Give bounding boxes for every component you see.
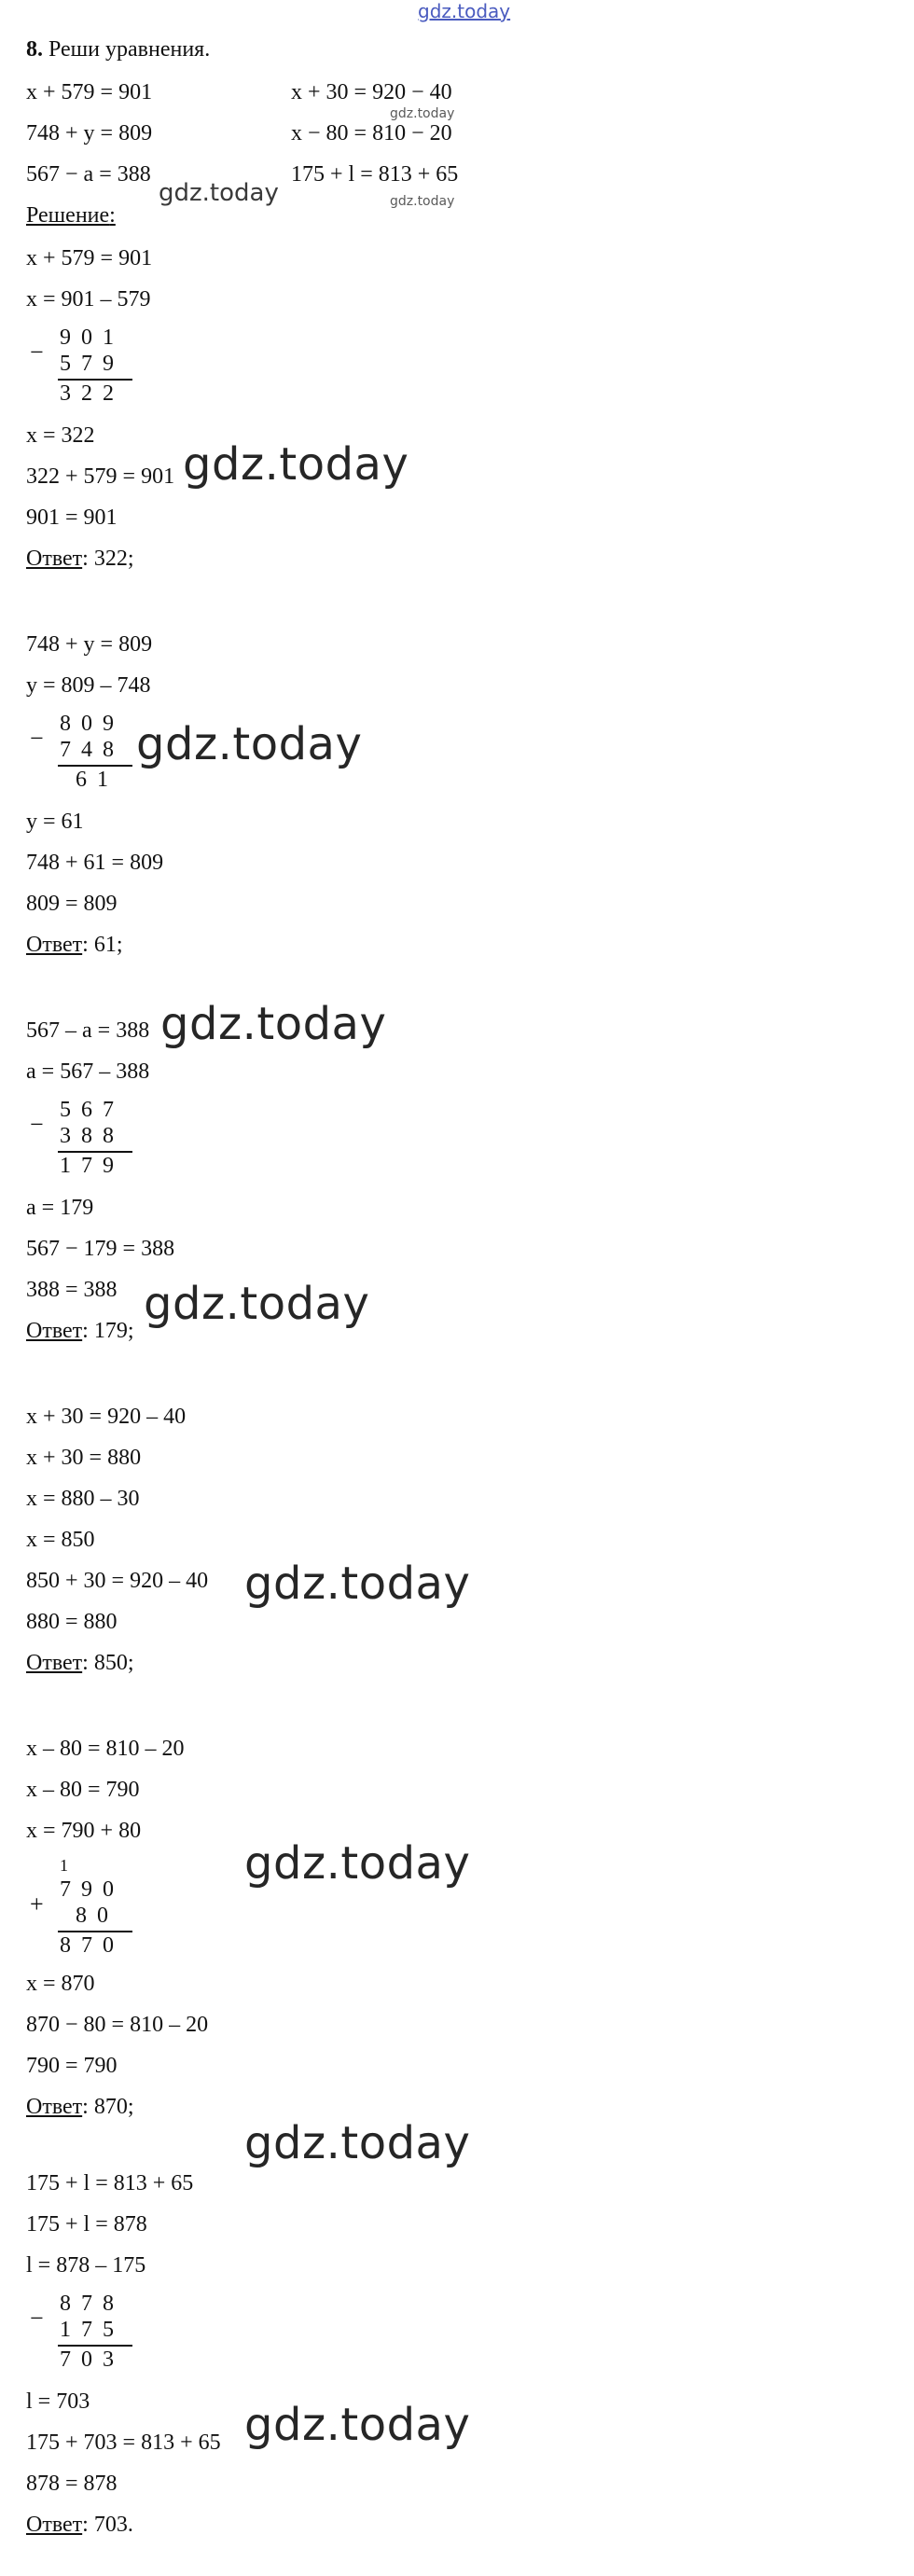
sol4-line: x + 30 = 920 – 40	[26, 1405, 187, 1429]
calc-operator: −	[30, 339, 44, 366]
sol3-line: 567 – a = 388	[26, 1018, 150, 1043]
watermark: gdz.today	[244, 1837, 471, 1890]
calc-operator: −	[30, 725, 44, 752]
watermark: gdz.today	[160, 998, 387, 1050]
sol6-line: 175 + l = 878	[26, 2212, 147, 2237]
watermark: gdz.today	[244, 2117, 471, 2169]
calc-top: 790	[60, 1877, 124, 1902]
answer-label: Ответ	[26, 1651, 83, 1675]
sol1-line: x = 901 – 579	[26, 287, 151, 312]
watermark: gdz.today	[183, 438, 409, 491]
watermark: gdz.today	[244, 2399, 471, 2451]
solution-label: Решение:	[26, 203, 116, 228]
watermark: gdz.today	[244, 1558, 471, 1610]
sol1-line: 901 = 901	[26, 506, 118, 530]
sol1-line: x = 322	[26, 423, 95, 448]
equation-right-1: x + 30 = 920 − 40	[291, 80, 452, 104]
watermark: gdz.today	[144, 1278, 370, 1330]
sol4-line: x + 30 = 880	[26, 1446, 142, 1470]
sol2-answer	[26, 931, 123, 959]
answer-label: Ответ	[26, 547, 83, 571]
calc-bottom: 80	[60, 1904, 118, 1928]
calc-operator: +	[30, 1890, 44, 1918]
equation-left-1: x + 579 = 901	[26, 80, 153, 104]
sol4-line: x = 880 – 30	[26, 1487, 140, 1511]
sol2-line: y = 61	[26, 810, 84, 834]
calc-top: 901	[60, 325, 124, 350]
answer-value: : 179;	[82, 1319, 134, 1343]
watermark: gdz.today	[390, 106, 455, 121]
sol4-line: 880 = 880	[26, 1610, 118, 1634]
equation-right-2: x − 80 = 810 − 20	[291, 121, 452, 145]
answer-value: : 850;	[82, 1651, 134, 1675]
sol3-line: 388 = 388	[26, 1278, 118, 1302]
sol5-line: 790 = 790	[26, 2054, 118, 2078]
calc-result: 322	[60, 381, 124, 406]
sol2-line: 748 + y = 809	[26, 632, 153, 657]
sol6-answer	[26, 2511, 133, 2539]
answer-value: : 703.	[82, 2513, 133, 2537]
sol6-line: l = 878 – 175	[26, 2253, 146, 2278]
watermark: gdz.today	[159, 179, 279, 207]
calc-result: 61	[60, 768, 118, 792]
sol3-answer	[26, 1317, 134, 1345]
sol1-answer	[26, 545, 134, 573]
sol5-answer	[26, 2093, 134, 2121]
sol1-line: 322 + 579 = 901	[26, 464, 175, 489]
solution-label-text: Решение	[26, 203, 110, 228]
sol1-line: x + 579 = 901	[26, 246, 153, 270]
calc-bottom: 579	[60, 352, 124, 376]
sol4-line: 850 + 30 = 920 – 40	[26, 1569, 209, 1593]
calc-result: 703	[60, 2347, 124, 2372]
answer-label: Ответ	[26, 933, 83, 957]
sol4-answer	[26, 1649, 134, 1677]
calc-top: 567	[60, 1098, 124, 1122]
calc-top: 878	[60, 2292, 124, 2316]
calc-bottom: 388	[60, 1124, 124, 1148]
calc-bottom: 175	[60, 2318, 124, 2342]
calc-result: 870	[60, 1933, 124, 1958]
equation-left-2: 748 + y = 809	[26, 121, 153, 145]
calc-bottom: 748	[60, 738, 124, 762]
sol5-line: x = 870	[26, 1972, 95, 1996]
calc-operator: −	[30, 1111, 44, 1138]
equation-left-3: 567 − a = 388	[26, 162, 151, 187]
sol2-line: 748 + 61 = 809	[26, 851, 164, 875]
answer-label: Ответ	[26, 2513, 83, 2537]
calc-top: 809	[60, 712, 124, 736]
sol6-line: 175 + l = 813 + 65	[26, 2171, 194, 2195]
watermark: gdz.today	[136, 718, 363, 770]
sol6-line: l = 703	[26, 2389, 90, 2414]
sol5-line: x – 80 = 790	[26, 1778, 140, 1802]
calc-operator: −	[30, 2305, 44, 2332]
equation-right-3: 175 + l = 813 + 65	[291, 162, 459, 187]
task-number: 8.	[26, 37, 43, 62]
answer-value: : 61;	[82, 933, 123, 957]
sol2-line: 809 = 809	[26, 892, 118, 916]
sol6-line: 175 + 703 = 813 + 65	[26, 2431, 221, 2455]
answer-label: Ответ	[26, 1319, 83, 1343]
task-heading	[26, 35, 210, 63]
answer-label: Ответ	[26, 2095, 83, 2119]
sol6-line: 878 = 878	[26, 2472, 118, 2496]
answer-value: : 322;	[82, 547, 134, 571]
sol3-line: a = 567 – 388	[26, 1059, 150, 1084]
sol5-line: x – 80 = 810 – 20	[26, 1737, 185, 1761]
sol5-line: x = 790 + 80	[26, 1819, 142, 1843]
sol3-line: a = 179	[26, 1196, 94, 1220]
calc-result: 179	[60, 1154, 124, 1178]
sol4-line: x = 850	[26, 1528, 95, 1552]
watermark: gdz.today	[390, 194, 455, 209]
answer-value: : 870;	[82, 2095, 134, 2119]
watermark-top: gdz.today	[418, 0, 511, 22]
sol3-line: 567 − 179 = 388	[26, 1237, 175, 1261]
sol5-line: 870 − 80 = 810 – 20	[26, 2013, 209, 2037]
task-title: Реши уравнения.	[48, 37, 211, 62]
calc-carry: 1	[60, 1856, 68, 1875]
sol2-line: y = 809 – 748	[26, 673, 151, 698]
